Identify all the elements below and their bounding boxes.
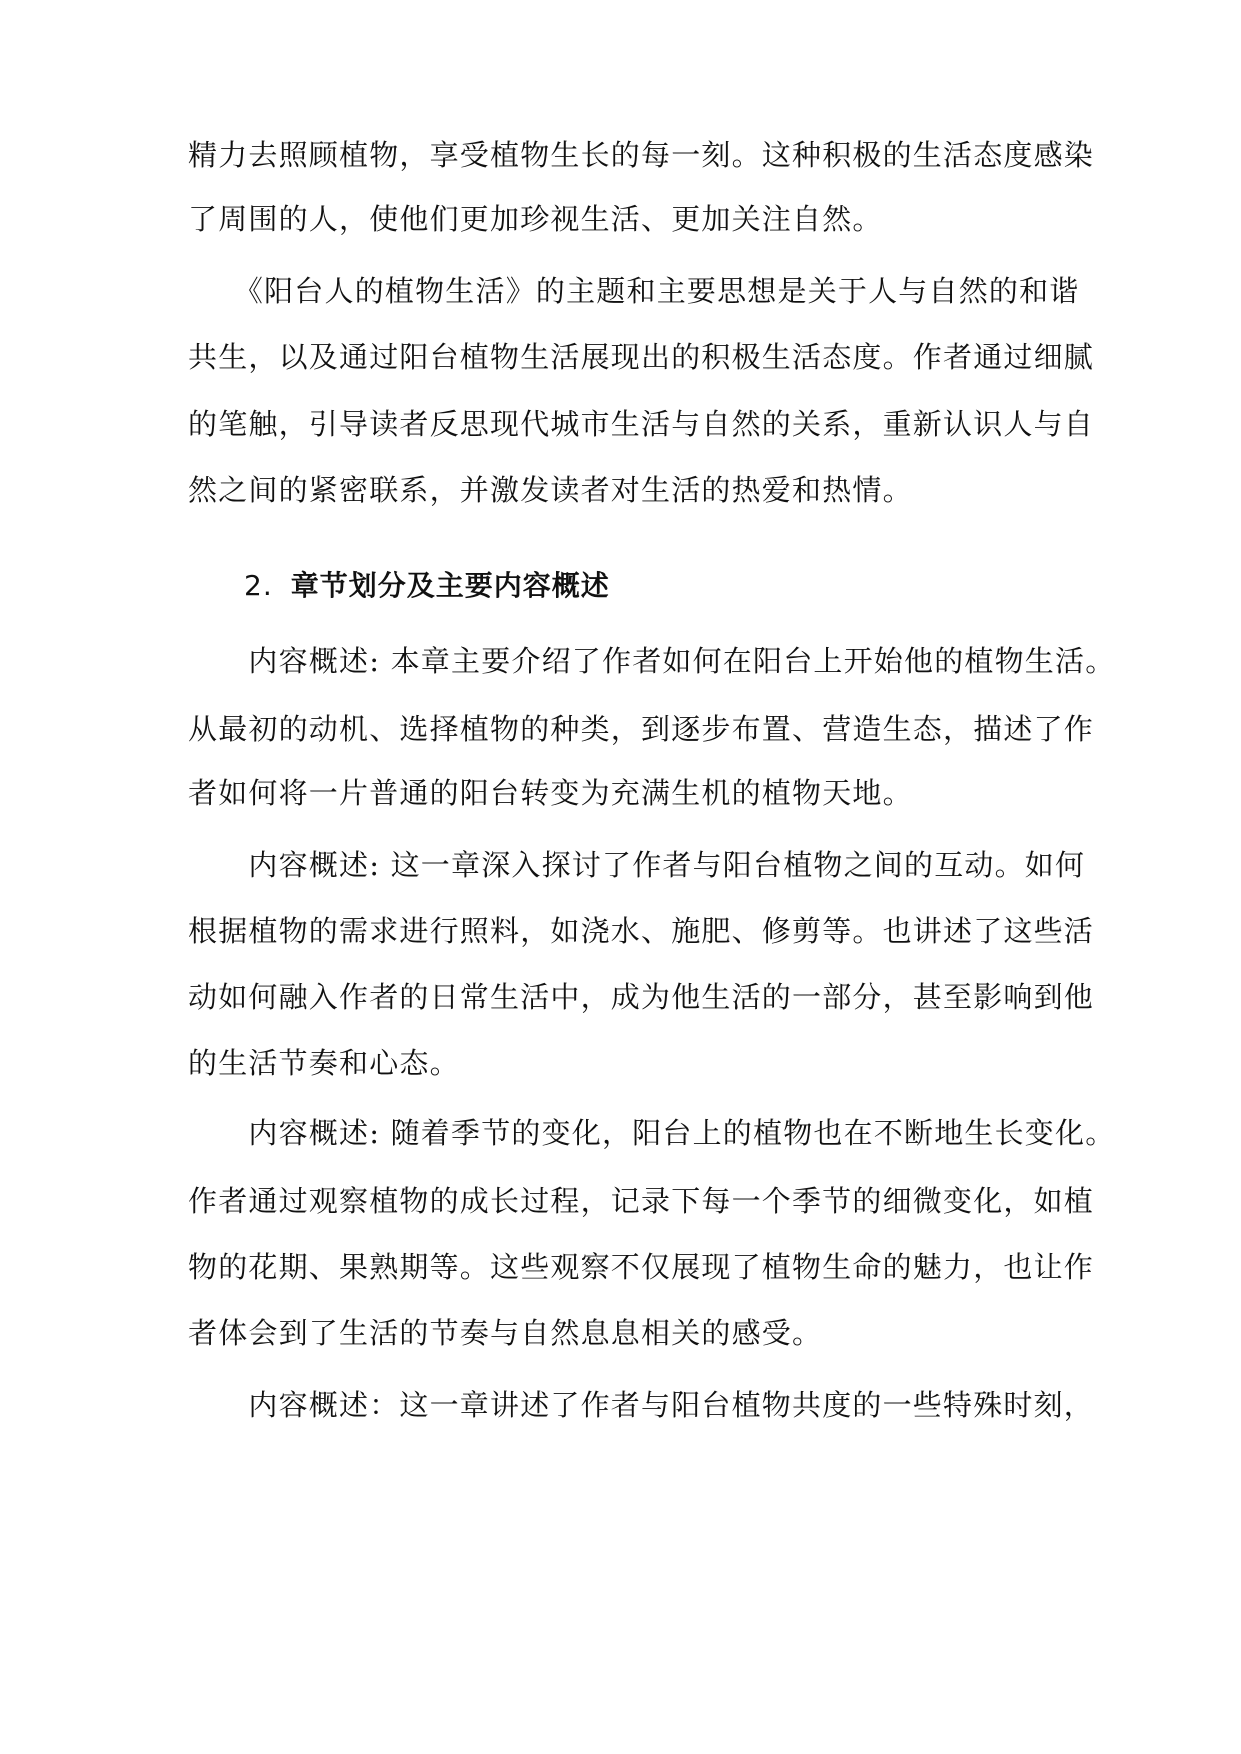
paragraph-line: 者体会到了生活的节奏与自然息息相关的感受。	[188, 1316, 823, 1350]
paragraph-line: 了周围的人，使他们更加珍视生活、更加关注自然。	[188, 202, 883, 236]
paragraph-line: 从最初的动机、选择植物的种类，到逐步布置、营造生态，描述了作	[188, 712, 1095, 746]
paragraph-line: 者如何将一片普通的阳台转变为充满生机的植物天地。	[188, 776, 913, 810]
paragraph-line: 《阳台人的植物生活》的主题和主要思想是关于人与自然的和谐	[188, 274, 1080, 308]
paragraph-line: 的生活节奏和心态。	[188, 1046, 460, 1080]
paragraph-line: 物的花期、果熟期等。这些观察不仅展现了植物生命的魅力，也让作	[188, 1250, 1095, 1284]
paragraph-line: 的笔触，引导读者反思现代城市生活与自然的关系，重新认识人与自	[188, 407, 1095, 441]
paragraph-line: 作者通过观察植物的成长过程，记录下每一个季节的细微变化，如植	[188, 1184, 1095, 1218]
paragraph-line: 动如何融入作者的日常生活中，成为他生活的一部分，甚至影响到他	[188, 980, 1095, 1014]
section-number: 2.	[244, 569, 273, 602]
section-heading	[244, 568, 610, 604]
paragraph-line: 然之间的紧密联系，并激发读者对生活的热爱和热情。	[188, 473, 913, 507]
paragraph-line: 内容概述: 这一章深入探讨了作者与阳台植物之间的互动。如何	[188, 848, 1086, 882]
section-title: 章节划分及主要内容概述	[290, 569, 610, 602]
paragraph-line: 根据植物的需求进行照料，如浇水、施肥、修剪等。也讲述了这些活	[188, 914, 1095, 948]
paragraph-line: 内容概述: 本章主要介绍了作者如何在阳台上开始他的植物生活。	[188, 644, 1116, 678]
paragraph-line: 共生，以及通过阳台植物生活展现出的积极生活态度。作者通过细腻	[188, 340, 1095, 374]
paragraph-line: 精力去照顾植物，享受植物生长的每一刻。这种积极的生活态度感染	[188, 138, 1095, 172]
paragraph-line: 内容概述: 随着季节的变化，阳台上的植物也在不断地生长变化。	[188, 1116, 1116, 1150]
paragraph-line: 内容概述：这一章讲述了作者与阳台植物共度的一些特殊时刻，	[188, 1388, 1095, 1422]
